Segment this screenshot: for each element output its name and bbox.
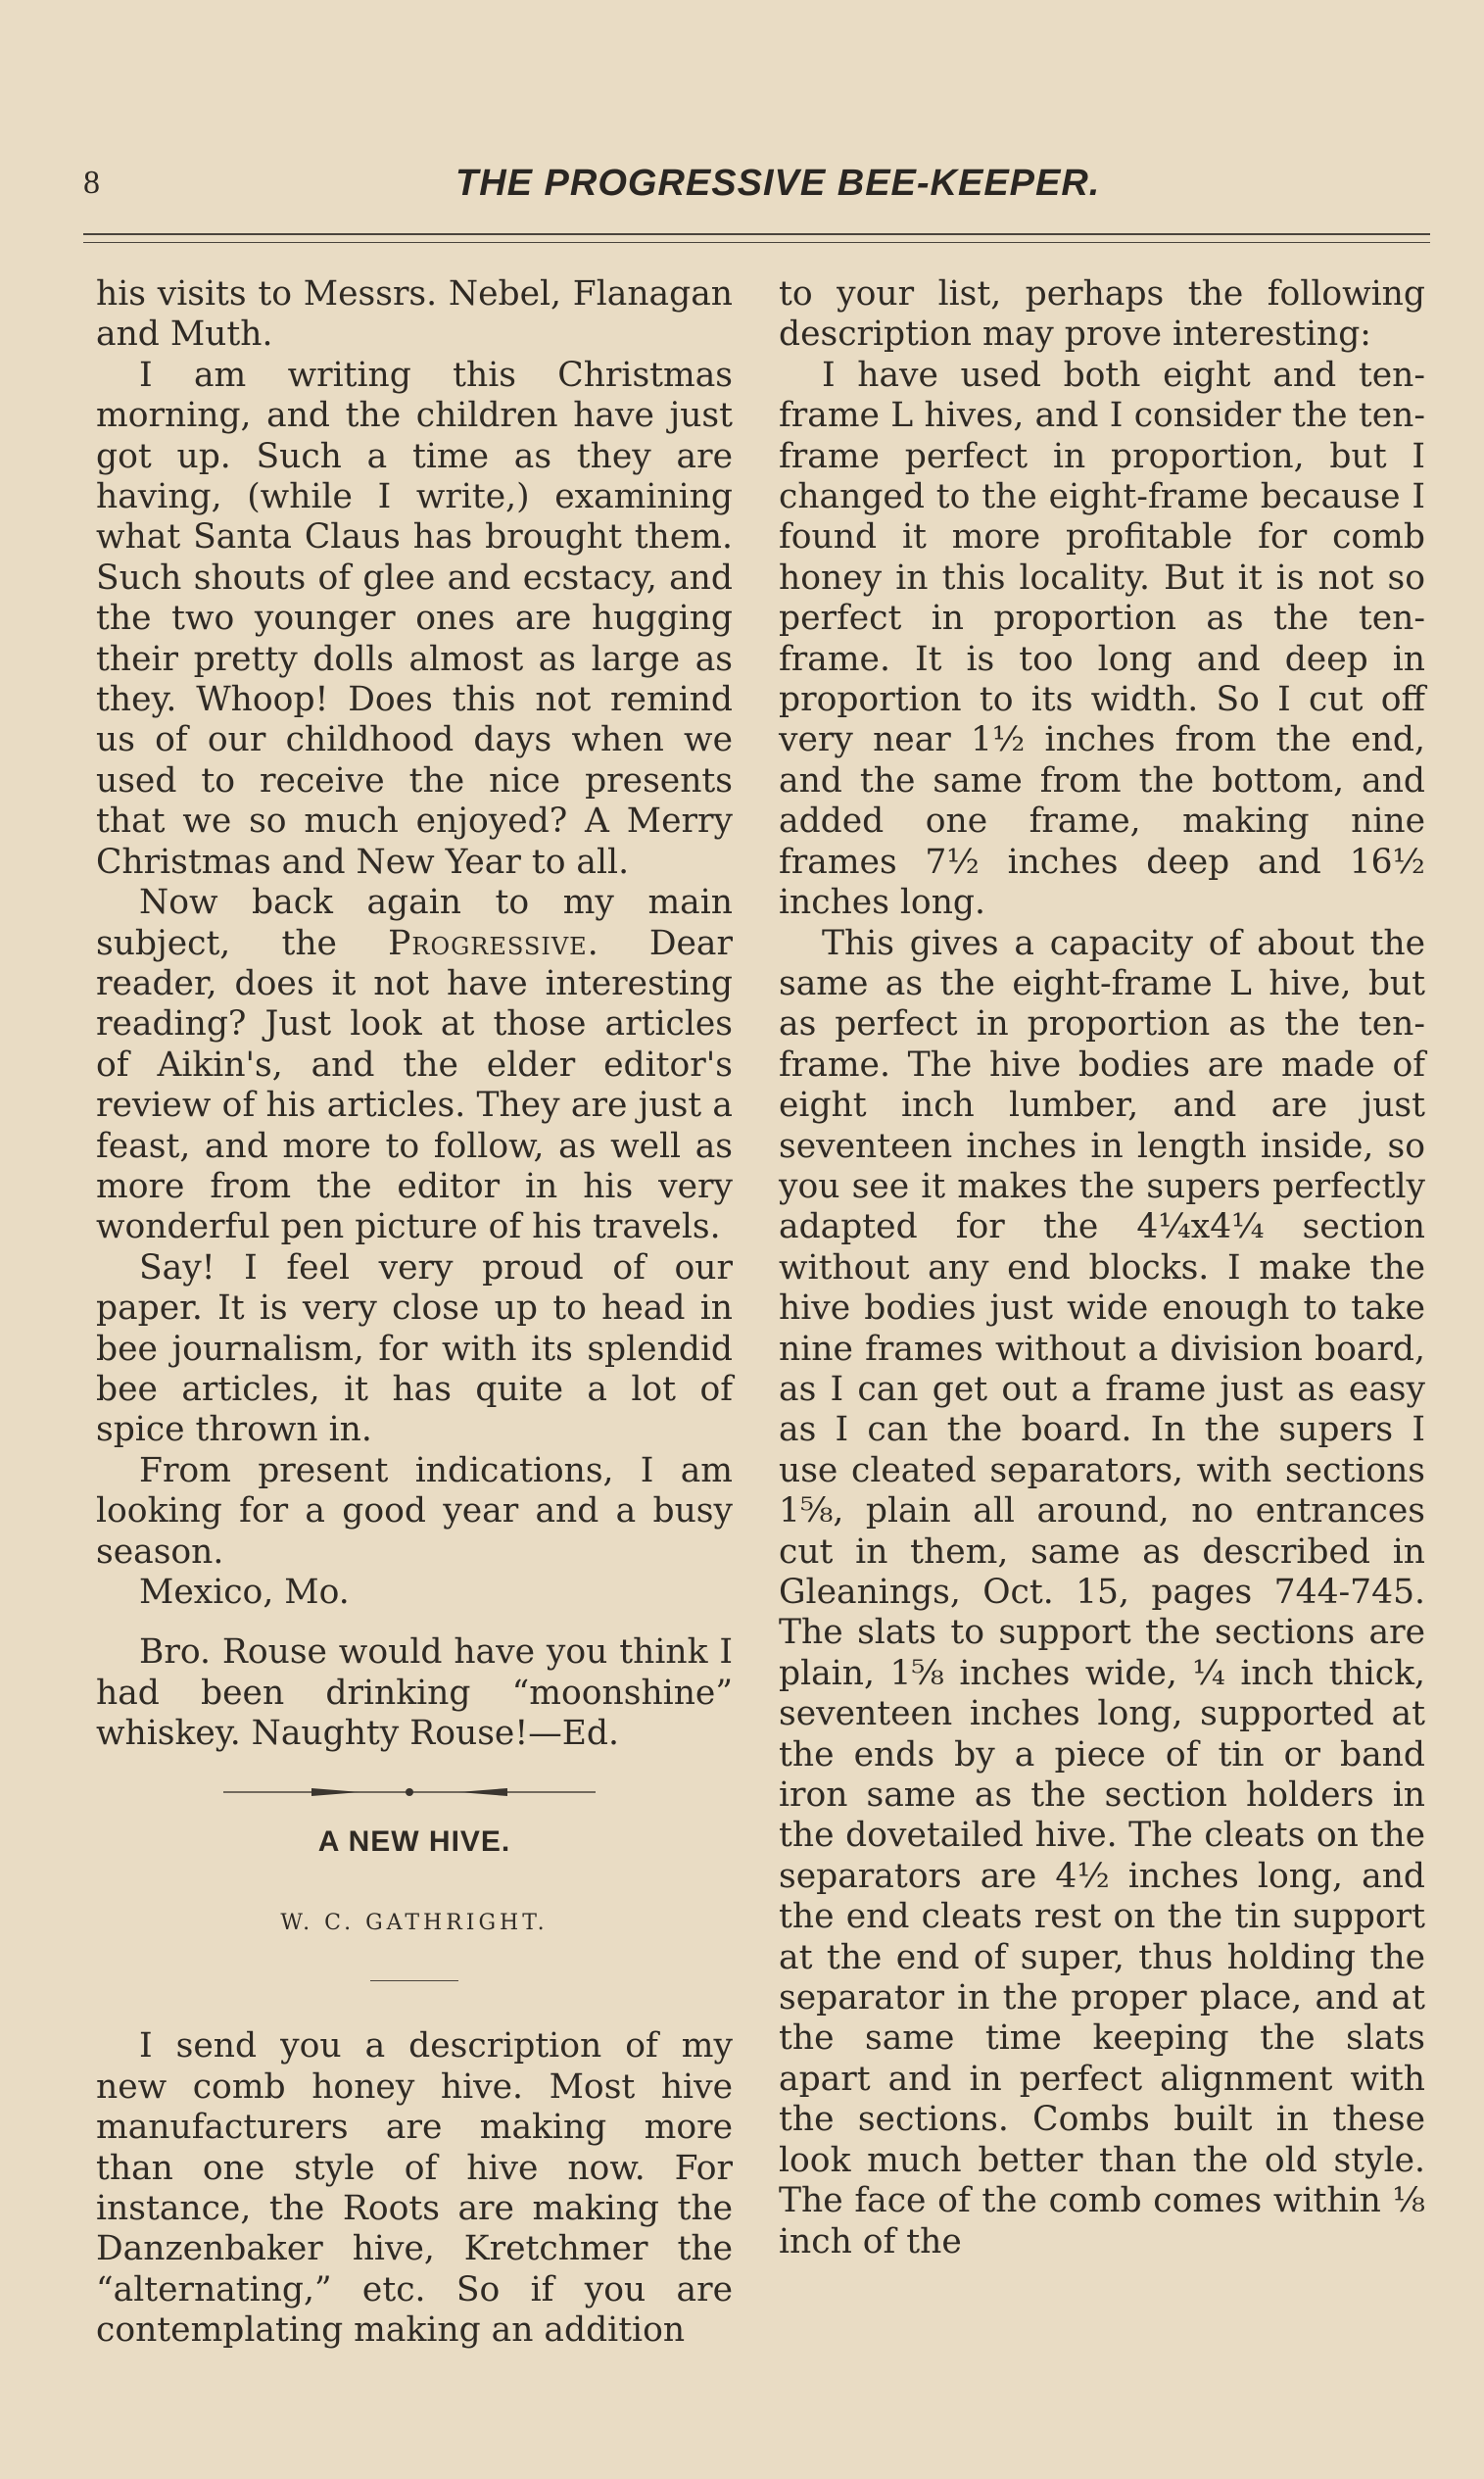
text-run: Now back again to my main subject, the [96,883,733,963]
paragraph: to your list, perhaps the following description may prove interesting: [779,274,1425,355]
fleuron-rule-icon [223,1782,596,1802]
author-rule [370,1980,458,1981]
journal-name: Progressive [388,923,588,963]
paragraph [96,883,733,1248]
header-rule [83,233,1430,235]
paragraph: Say! I feel very proud of our paper. It is very close up to head in bee journalism, for with its splendid bee articles, it has quite a lot of spice thrown in. [96,1247,733,1450]
article-author: W. C. GATHRIGHT. [280,1911,549,1936]
paragraph: I am writing this Christmas morning, and the children have just got up. Such a time as they are having, (while I write,) examining what Santa Claus has brought them. Such shouts of glee and ecstacy, and the two younger ones are hugging their pretty dolls almost as large as they. Whoop! Does this not remind us of our childhood days when we used to receive the nice presents that we so much enjoyed? A Merry Christmas and New Year to all. [96,355,733,882]
page-number: 8 [83,165,100,201]
paragraph: From present indications, I am looking for a good year and a busy season. [96,1450,733,1572]
article-title: A NEW HIVE. [317,1824,511,1858]
running-title: THE PROGRESSIVE BEE-KEEPER. [455,163,1101,204]
right-column [779,274,1425,2262]
text-run: . Dear reader, does it not have interesting reading? Just look at those articles of Aikin's, and the elder editor's review of his articles. They are just a feast, and more to follow, as well as more from the editor in his very wonderful pen picture of his travels. [96,923,733,1247]
header-rule-thin [83,242,1430,243]
spacer [96,1613,733,1632]
paragraph: I send you a description of my new comb honey hive. Most hive manufacturers are making more than one style of hive now. For instance, the Roots are making the Danzenbaker hive, Kretchmer the “alternating,” etc. So if you are contemplating making an addition [96,2026,733,2351]
paragraph: I have used both eight and ten-frame L hives, and I consider the ten-frame perfect in proportion, but I changed to the eight-frame because I found it more profitable for comb honey in this locality. But it is not so perfect in proportion as the ten-frame. It is too long and deep in proportion to its width. So I cut off very near 1½ inches from the end, and the same from the bottom, and added one frame, making nine frames 7½ inches deep and 16½ inches long. [779,355,1425,923]
paragraph: his visits to Messrs. Nebel, Flanagan and Muth. [96,274,733,355]
left-column [96,274,733,2352]
dateline: Mexico, Mo. [139,1573,350,1612]
paragraph: This gives a capacity of about the same as the eight-frame L hive, but as perfect in proportion as the ten-frame. The hive bodies are made of eight inch lumber, and are just seventeen inches in length inside, so you see it makes the supers perfectly adapted for the 4¼x4¼ section without any end blocks. I make the hive bodies just wide enough to take nine frames without a division board, as I can get out a frame just as easy as I can the board. In the supers I use cleated separators, with sections 1⅝, plain all around, no entrances cut in them, same as described in Gleanings, Oct. 15, pages 744-745. The slats to support the sections are plain, 1⅝ inches wide, ¼ inch thick, seventeen inches long, supported at the ends by a piece of tin or band iron same as the section holders in the dovetailed hive. The cleats on the separators are 4½ inches long, and the end cleats rest on the tin support at the end of super, thus holding the separator in the proper place, and at the same time keeping the slats apart and in perfect alignment with the sections. Combs built in these look much better than the old style. The face of the comb comes within ⅛ inch of the [779,923,1425,2261]
editor-note: Bro. Rouse would have you think I had been drinking “moonshine” whiskey. Naughty Rouse!—Ed. [96,1632,733,1754]
page-header [83,165,1180,214]
